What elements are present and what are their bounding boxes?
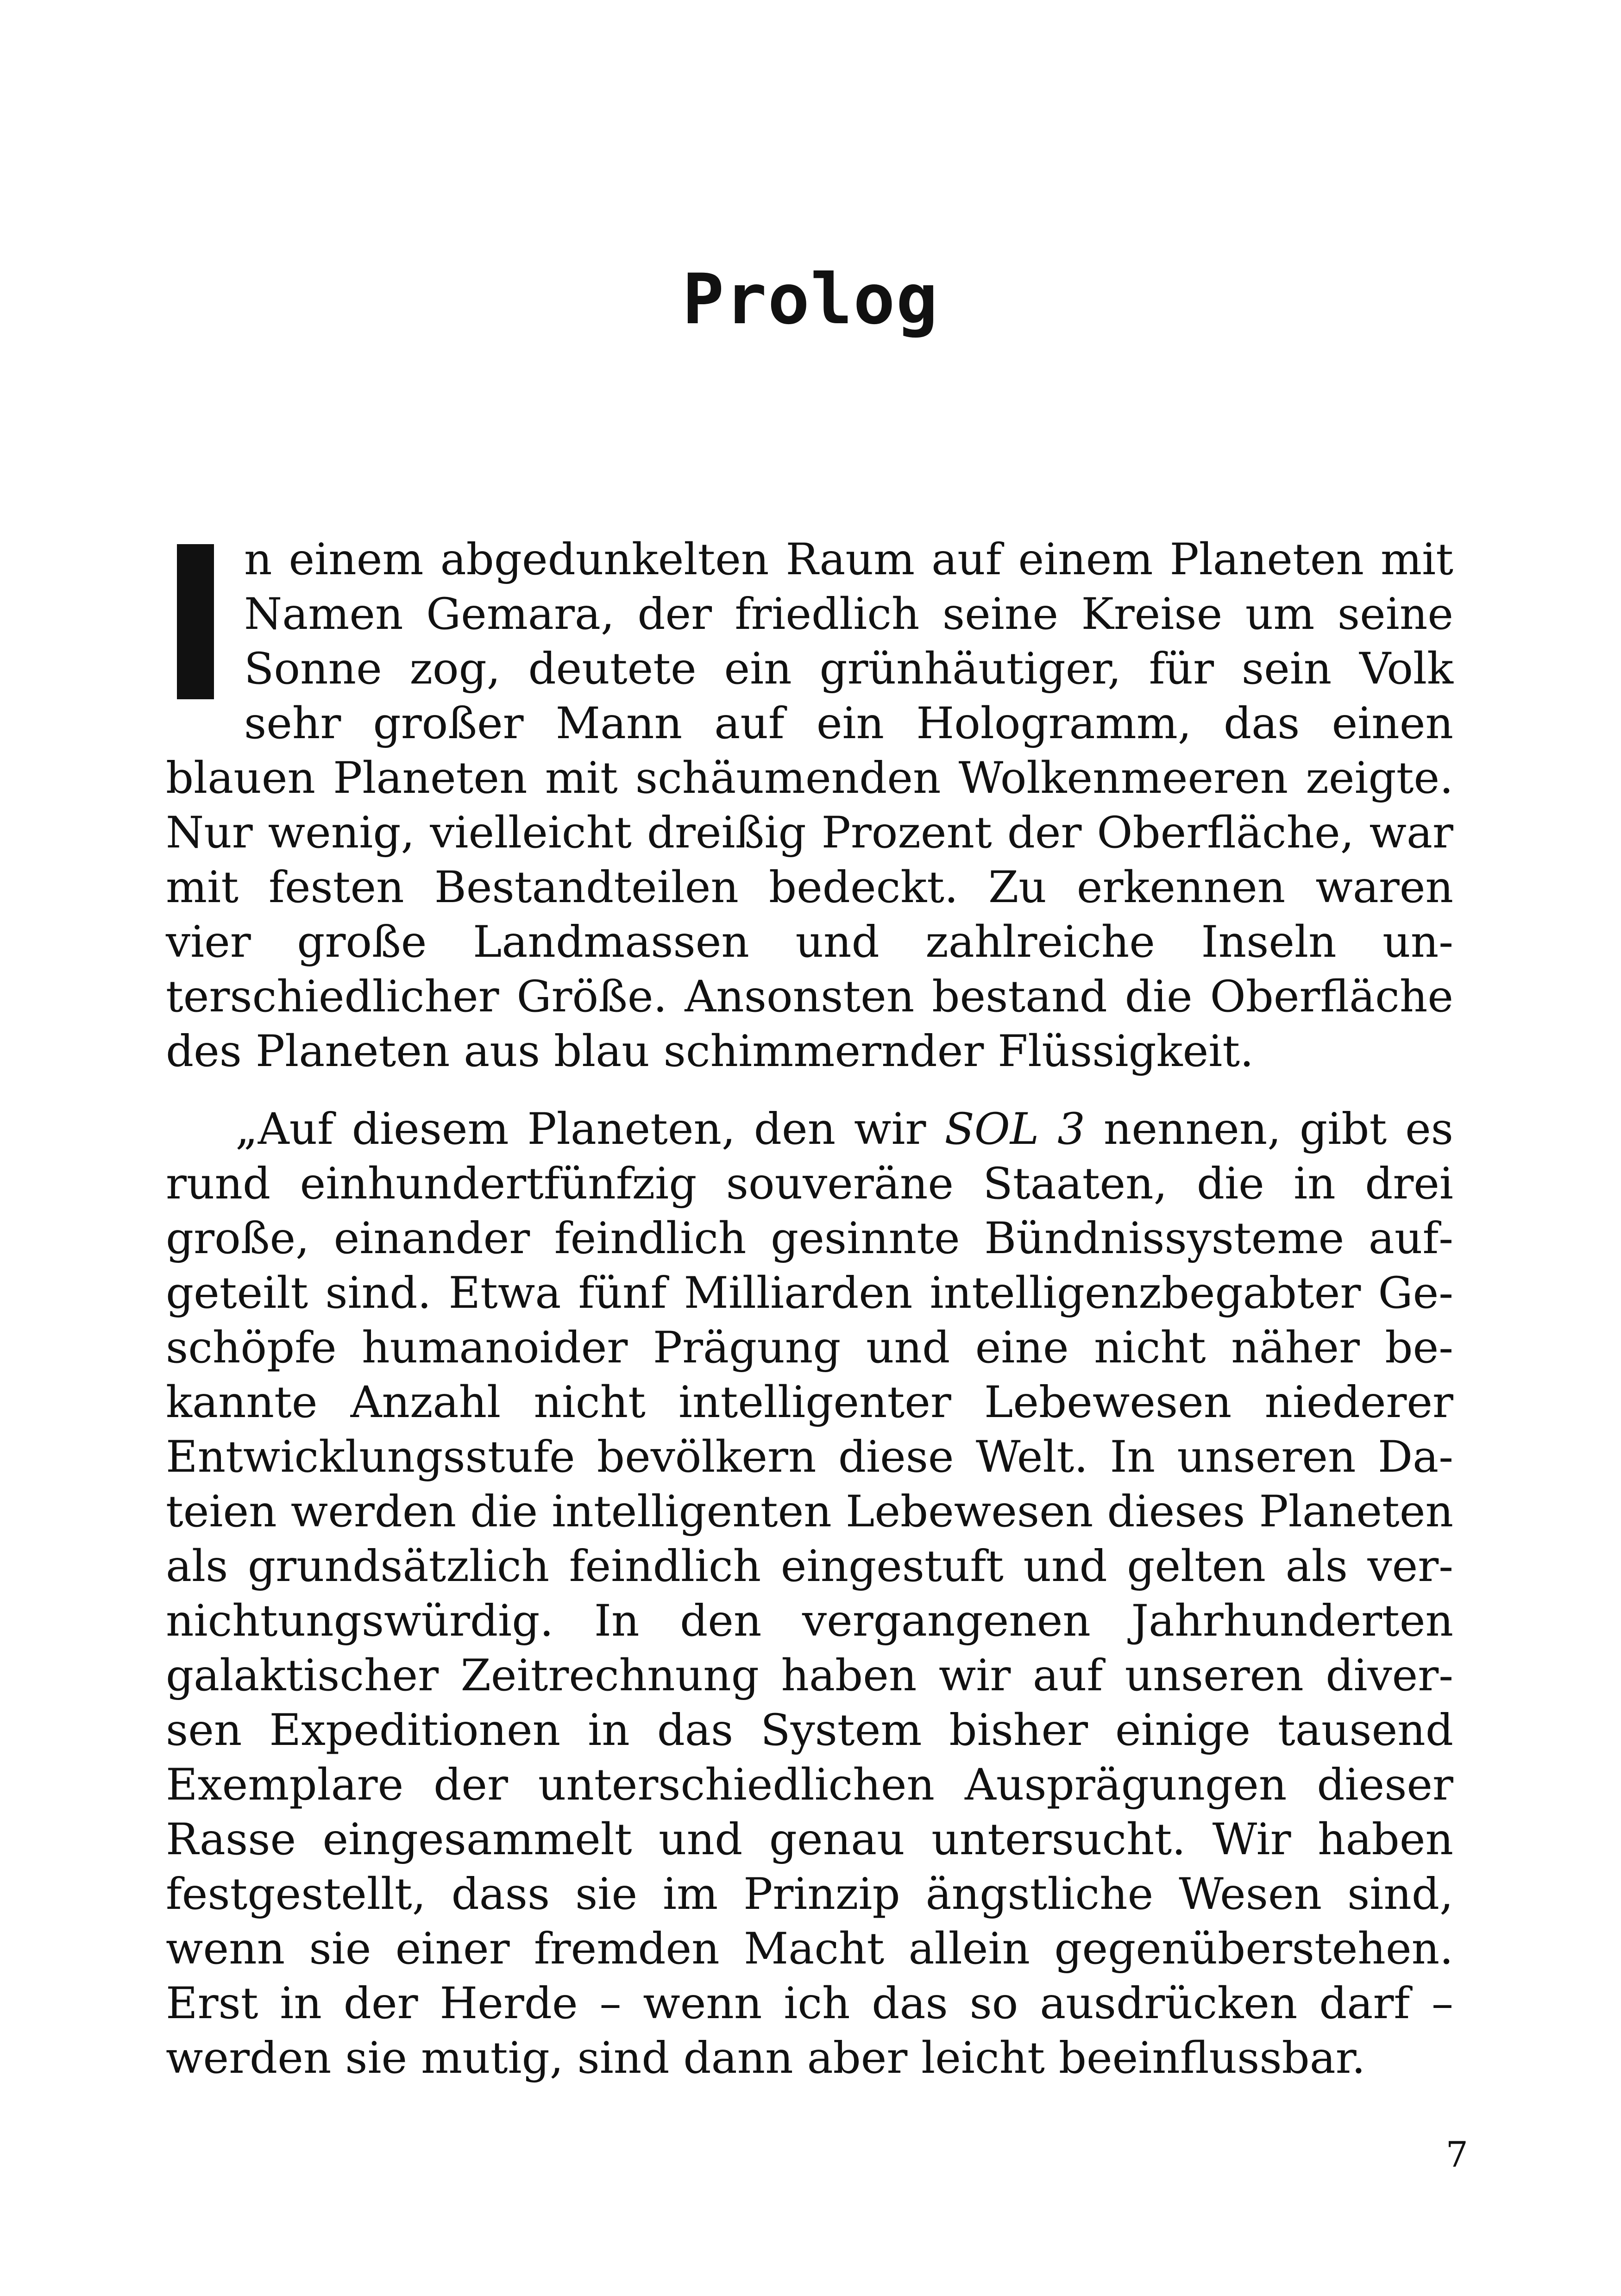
paragraph-2-emphasis: SOL 3	[944, 1104, 1085, 1154]
dropcap-i-glyph	[177, 544, 214, 699]
paragraph-1	[166, 533, 1453, 1079]
paragraph-1-text: n einem abgedunkelten Raum auf einem Planeten mit Namen Gemara, der friedlich seine Kreise um seine Sonne zog, deutete ein grünhäutiger, für sein Volk sehr großer Mann auf ein Hologramm, das einen blauen Planeten mit schäumenden Wolkenmeeren zeigte. Nur wenig, vielleicht dreißig Prozent der Oberfläche, war mit festen Bestandteilen bedeckt. Zu erkennen waren vier große Landmassen und zahlreiche Inseln unterschiedlicher Größe. Ansonsten bestand die Oberfläche des Planeten aus blau schimmernder Flüssigkeit.	[166, 534, 1453, 1077]
chapter-body	[166, 533, 1453, 2086]
page-number: 7	[1445, 2134, 1468, 2175]
paragraph-2	[166, 1102, 1453, 2086]
paragraph-2-rest: nennen, gibt es rund einhundertfünfzig souveräne Staaten, die in drei große, einander feindlich gesinnte Bündnissysteme aufgeteilt sind. Etwa fünf Milliarden intelligenzbegabter Geschöpfe humanoider Prägung und eine nicht näher bekannte Anzahl nicht intelligenter Lebewesen niederer Entwicklungsstufe bevölkern diese Welt. In unseren Dateien werden die intelligenten Lebewesen dieses Planeten als grundsätzlich feindlich eingestuft und gelten als vernichtungswürdig. In den vergangenen Jahrhunderten galaktischer Zeitrechnung haben wir auf unseren diversen Expeditionen in das System bisher einige tausend Exemplare der unterschiedlichen Ausprägungen dieser Rasse eingesammelt und genau untersucht. Wir haben festgestellt, dass sie im Prinzip ängstliche Wesen sind, wenn sie einer fremden Macht allein gegenüberstehen. Erst in der Herde – wenn ich das so ausdrücken darf – werden sie mutig, sind dann aber leicht beeinflussbar.	[166, 1104, 1453, 2083]
paragraph-2-start: „Auf diesem Planeten, den wir	[235, 1104, 945, 1154]
chapter-title: Prolog	[682, 259, 939, 340]
